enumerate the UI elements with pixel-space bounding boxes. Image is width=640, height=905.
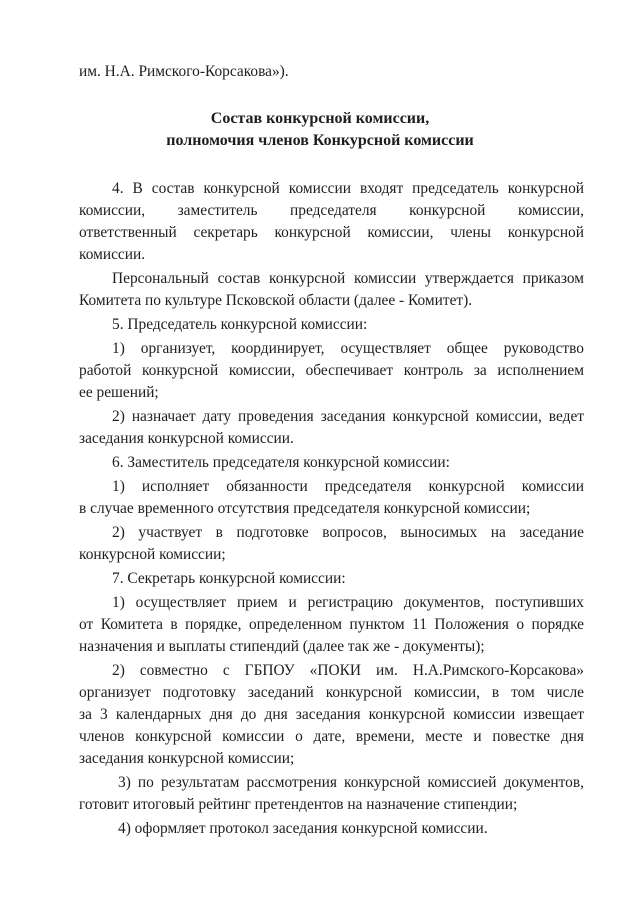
paragraph-line: 4. В состав конкурсной комиссии входят председатель конкурсной <box>112 180 584 197</box>
paragraph-line: за 3 календарных дня до дня заседания конкурсной комиссии извещает <box>79 706 584 723</box>
paragraph-line: 6. Заместитель председателя конкурсной комиссии: <box>112 454 450 471</box>
paragraph-line: ее решений; <box>79 384 159 401</box>
paragraph-line: 1) исполняет обязанности председателя конкурсной комиссии <box>112 478 584 495</box>
paragraph-line: 3) по результатам рассмотрения конкурсной комиссией документов, <box>118 774 584 791</box>
paragraph-line: комиссии, заместитель председателя конкурсной комиссии, <box>79 202 584 219</box>
intro-line: им. Н.А. Римского-Корсакова»). <box>79 63 289 80</box>
paragraph-line: назначения и выплаты стипендий (далее так же - документы); <box>79 638 485 655</box>
paragraph-line: 5. Председатель конкурсной комиссии: <box>112 316 368 333</box>
paragraph-line: ответственный секретарь конкурсной комиссии, члены конкурсной <box>79 224 584 241</box>
paragraph-line: Комитета по культуре Псковской области (далее - Комитет). <box>79 292 473 309</box>
paragraph-line: 2) назначает дату проведения заседания конкурсной комиссии, ведет <box>112 408 584 425</box>
paragraph-line: заседания конкурсной комиссии; <box>79 750 295 767</box>
section-heading-line-2: полномочия членов Конкурсной комиссии <box>166 132 474 149</box>
paragraph-line: членов конкурсной комиссии о дате, времени, месте и повестке дня <box>79 728 584 745</box>
paragraph-line: работой конкурсной комиссии, обеспечивает контроль за исполнением <box>79 362 584 379</box>
paragraph-line: 2) совместно с ГБПОУ «ПОКИ им. Н.А.Римского-Корсакова» <box>112 662 584 679</box>
paragraph-line: заседания конкурсной комиссии. <box>79 430 294 447</box>
paragraph-line: от Комитета в порядке, определенном пунктом 11 Положения о порядке <box>79 616 584 633</box>
paragraph-line: 1) осуществляет прием и регистрацию документов, поступивших <box>112 594 584 611</box>
paragraph-line: готовит итоговый рейтинг претендентов на назначение стипендии; <box>79 796 518 813</box>
section-heading-line-1: Состав конкурсной комиссии, <box>210 110 430 127</box>
paragraph-line: 4) оформляет протокол заседания конкурсной комиссии. <box>118 820 488 837</box>
paragraph-line: 2) участвует в подготовке вопросов, выносимых на заседание <box>112 524 584 541</box>
paragraph-line: конкурсной комиссии; <box>79 546 226 563</box>
paragraph-line: в случае временного отсутствия председателя конкурсной комиссии; <box>79 500 531 517</box>
paragraph-line: организует подготовку заседаний конкурсной комиссии, в том числе <box>79 684 584 701</box>
paragraph-line: комиссии. <box>79 246 146 263</box>
paragraph-line: 7. Секретарь конкурсной комиссии: <box>112 570 346 587</box>
paragraph-line: 1) организует, координирует, осуществляет общее руководство <box>112 340 584 357</box>
paragraph-line: Персональный состав конкурсной комиссии утверждается приказом <box>112 270 584 287</box>
